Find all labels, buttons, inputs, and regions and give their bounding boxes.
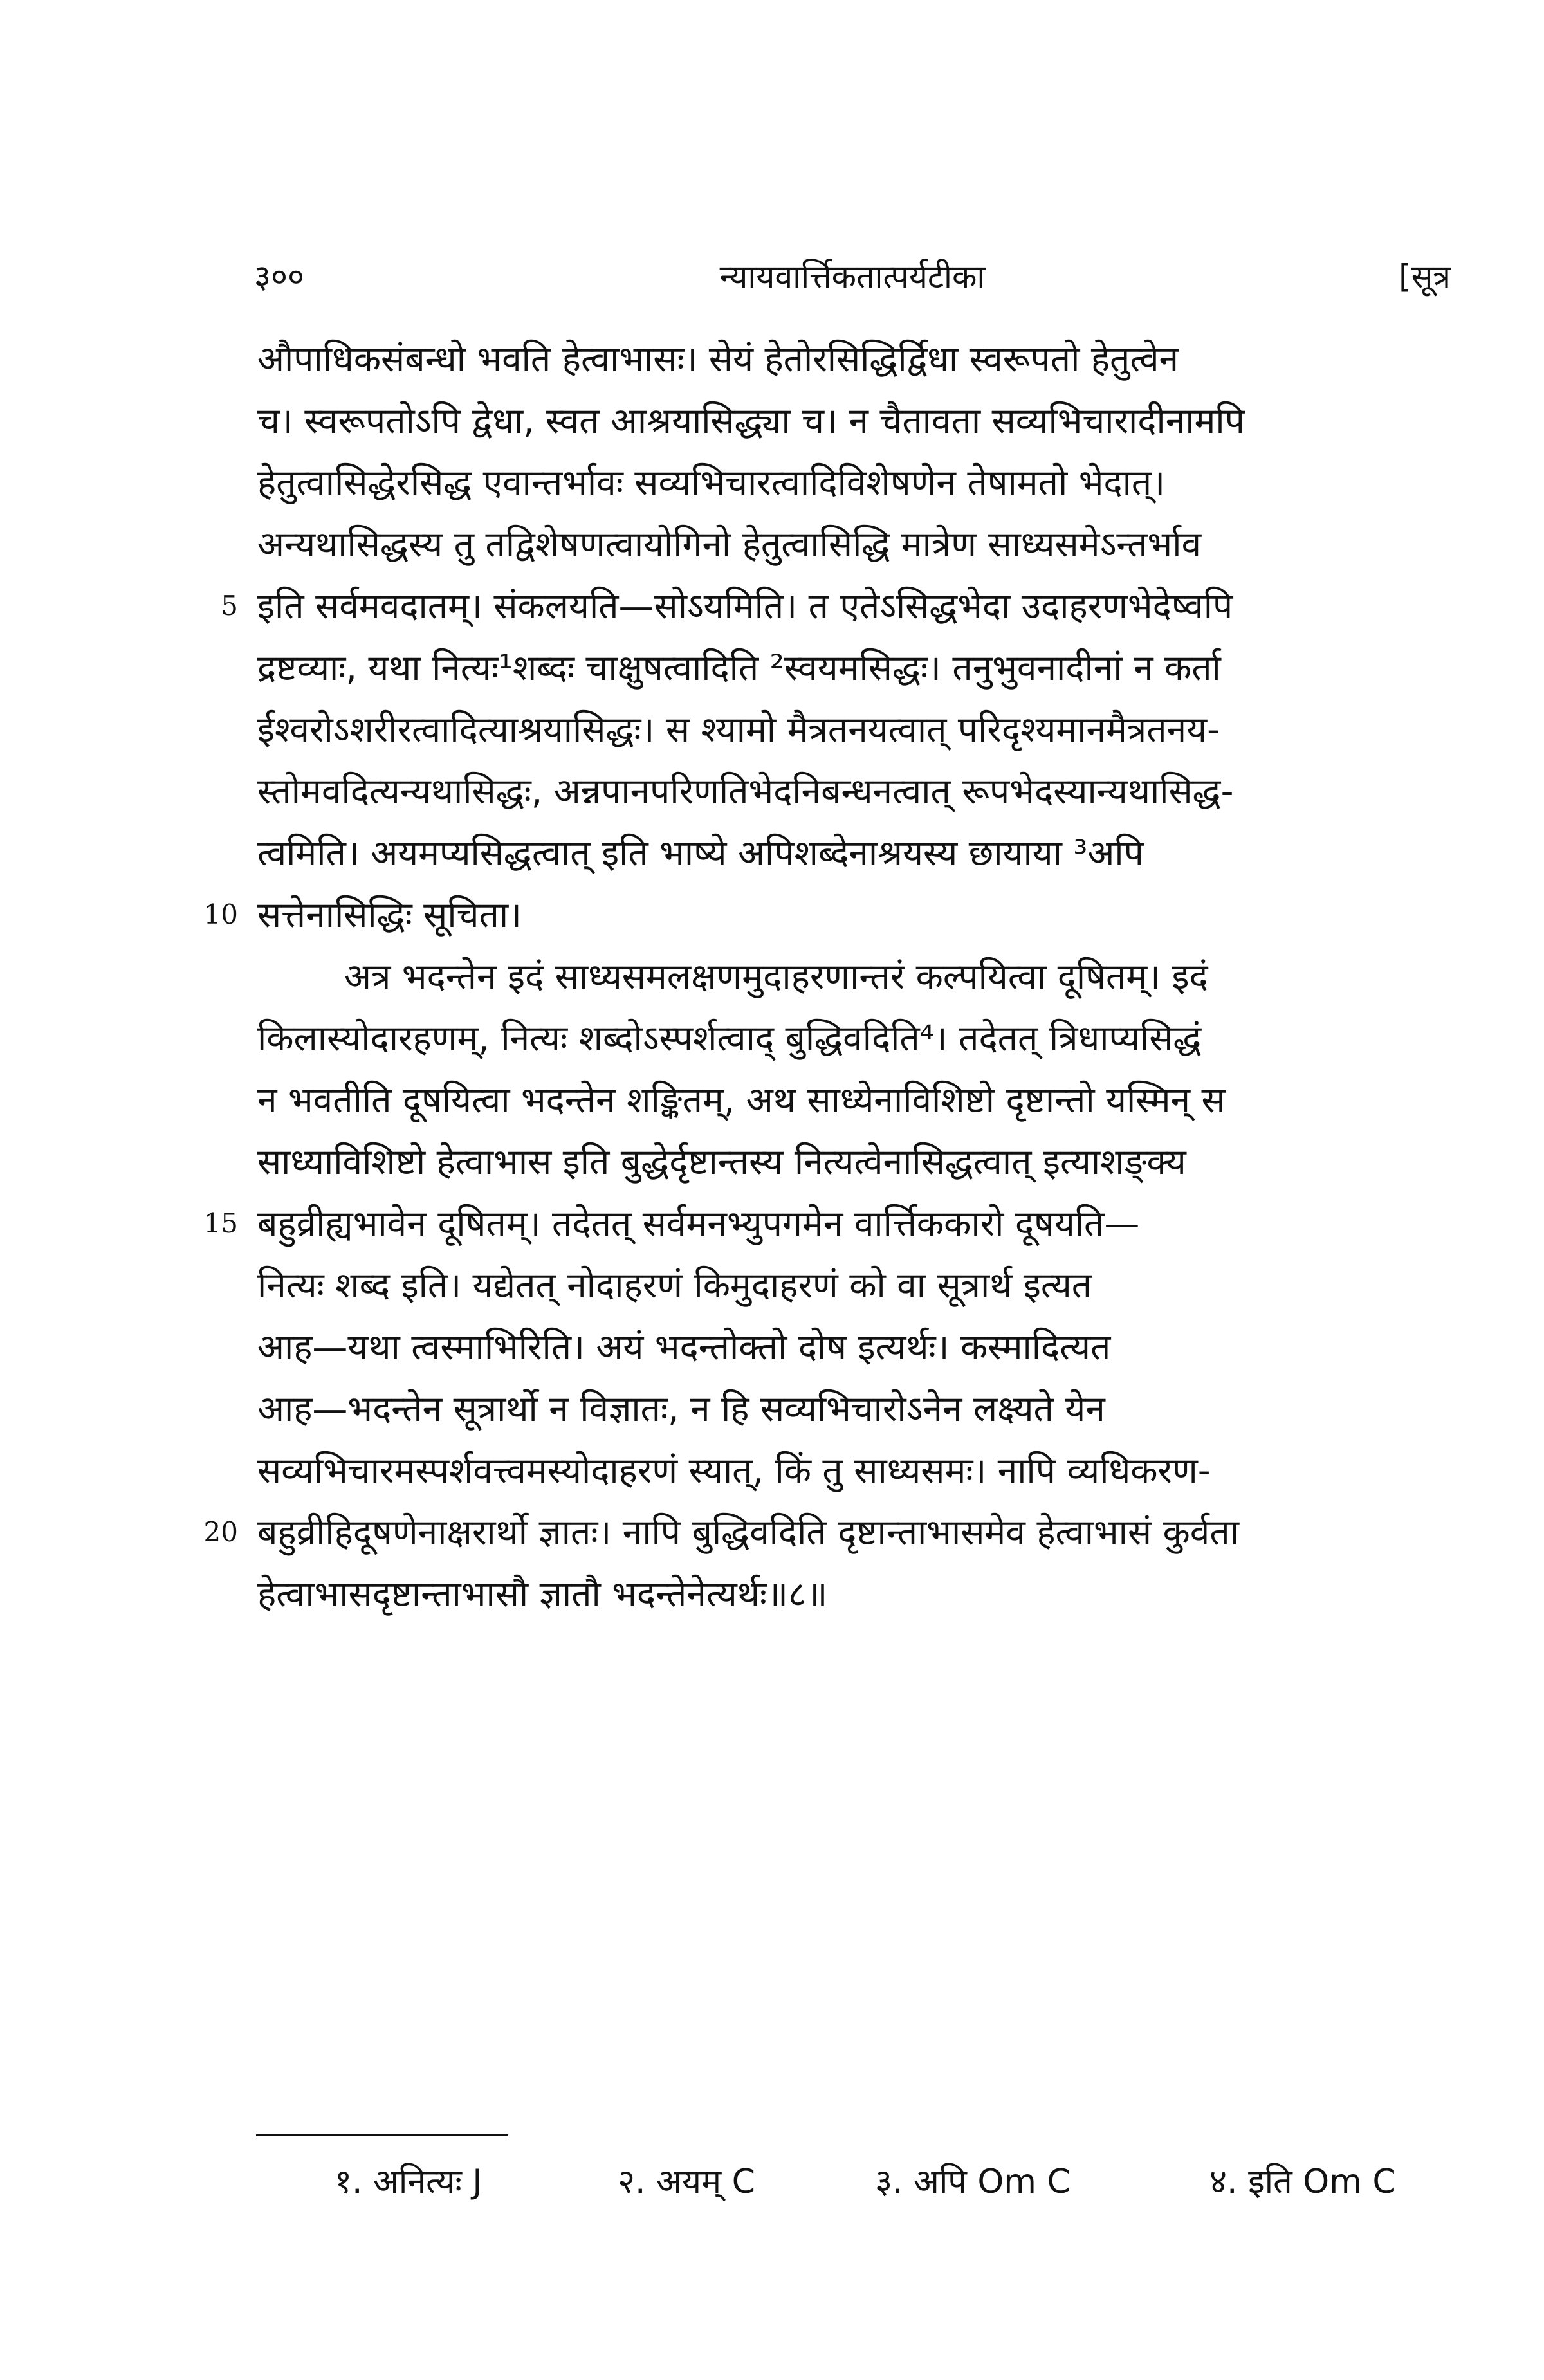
line-text: न भवतीति दूषयित्वा भदन्तेन शङ्कितम्, अथ साध्येनाविशिष्टो दृष्टान्तो यस्मिन् स bbox=[257, 1079, 1226, 1121]
text-line bbox=[257, 1131, 1448, 1193]
line-text: अत्र भदन्तेन इदं साध्यसमलक्षणमुदाहरणान्तरं कल्पयित्वा दूषितम्। इदं bbox=[344, 956, 1208, 997]
footnote-rule bbox=[256, 2134, 508, 2136]
line-text: हेतुत्वासिद्धेरसिद्ध एवान्तर्भावः सव्यभिचारत्वादिविशेषणेन तेषामतो भेदात्। bbox=[257, 462, 1166, 503]
line-text: इति सर्वमवदातम्। संकलयति—सोऽयमिति। त एतेऽसिद्धभेदा उदाहरणभेदेष्वपि bbox=[257, 585, 1233, 627]
commentary-text bbox=[203, 328, 1448, 1625]
running-header bbox=[254, 254, 1451, 312]
text-line bbox=[257, 1563, 1448, 1625]
line-text: हेत्वाभासदृष्टान्ताभासौ ज्ञातौ भदन्तेनेत्यर्थः॥८॥ bbox=[257, 1573, 828, 1615]
line-text: किलास्योदारहणम्, नित्यः शब्दोऽस्पर्शत्वाद् बुद्धिवदिति⁴। तदेतत् त्रिधाप्यसिद्धं bbox=[257, 1018, 1202, 1059]
page-number: ३०० bbox=[254, 258, 304, 295]
text-line bbox=[257, 699, 1448, 760]
line-text: च। स्वरूपतोऽपि द्वेधा, स्वत आश्रयासिद्ध्या च। न चैतावता सव्यभिचारादीनामपि bbox=[257, 400, 1245, 441]
line-text: आह—यथा त्वस्माभिरिति। अयं भदन्तोक्तो दोष इत्यर्थः। कस्मादित्यत bbox=[257, 1326, 1111, 1368]
line-text: ईश्वरोऽशरीरत्वादित्याश्रयासिद्धः। स श्यामो मैत्रतनयत्वात् परिदृश्यमानमैत्रतनय- bbox=[257, 709, 1220, 750]
running-title: न्यायवार्त्तिकतात्पर्यटीका bbox=[719, 258, 986, 295]
line-text: द्रष्टव्याः, यथा नित्यः¹शब्दः चाक्षुषत्वादिति ²स्वयमसिद्धः। तनुभुवनादीनां न कर्ता bbox=[257, 647, 1221, 688]
footnotes bbox=[335, 2156, 1467, 2214]
section-marker: [सूत्र bbox=[1399, 258, 1451, 295]
text-line bbox=[257, 822, 1448, 884]
line-text: सत्तेनासिद्धिः सूचिता। bbox=[257, 894, 522, 935]
line-text: सव्यभिचारमस्पर्शवत्त्वमस्योदाहरणं स्यात्, किं तु साध्यसमः। नापि व्यधिकरण- bbox=[257, 1450, 1211, 1491]
text-line bbox=[257, 452, 1448, 513]
text-line bbox=[203, 884, 1448, 946]
text-line bbox=[257, 328, 1448, 390]
footnote: ४. इति Om C bbox=[1209, 2163, 1396, 2201]
line-text: अन्यथासिद्धस्य तु तद्विशेषणत्वायोगिनो हेतुत्वासिद्धि मात्रेण साध्यसमेऽन्तर्भाव bbox=[257, 524, 1202, 565]
text-line bbox=[257, 390, 1448, 452]
text-line bbox=[257, 513, 1448, 575]
line-text: बहुव्रीहिदूषणेनाक्षरार्थो ज्ञातः। नापि बुद्धिवदिति दृष्टान्ताभासमेव हेत्वाभासं कुर्वता bbox=[257, 1512, 1239, 1553]
line-text: औपाधिकसंबन्धो भवति हेत्वाभासः। सेयं हेतोरसिद्धिर्द्विधा स्वरूपतो हेतुत्वेन bbox=[257, 338, 1179, 380]
text-line bbox=[257, 637, 1448, 699]
text-line bbox=[203, 1501, 1448, 1563]
footnote: ३. अपि Om C bbox=[875, 2163, 1071, 2201]
line-text: साध्याविशिष्टो हेत्वाभास इति बुद्धेर्दृष्टान्तस्य नित्यत्वेनासिद्धत्वात् इत्याशङ्क्य bbox=[257, 1141, 1186, 1182]
line-text: आह—भदन्तेन सूत्रार्थो न विज्ञातः, न हि सव्यभिचारोऽनेन लक्ष्यते येन bbox=[257, 1388, 1105, 1429]
line-number: 15 bbox=[203, 1207, 238, 1239]
text-line bbox=[257, 1378, 1448, 1440]
footnote: २. अयम् C bbox=[618, 2163, 755, 2201]
line-text: बहुव्रीह्यभावेन दूषितम्। तदेतत् सर्वमनभ्युपगमेन वार्त्तिककारो दूषयति— bbox=[257, 1203, 1140, 1244]
line-text: नित्यः शब्द इति। यद्येतत् नोदाहरणं किमुदाहरणं को वा सूत्रार्थ इत्यत bbox=[257, 1265, 1092, 1306]
text-line bbox=[221, 575, 1448, 637]
footnote: १. अनित्यः J bbox=[335, 2163, 482, 2201]
text-line bbox=[257, 1440, 1448, 1501]
text-line bbox=[257, 1316, 1448, 1378]
text-line bbox=[257, 946, 1448, 1007]
line-number: 10 bbox=[203, 899, 238, 930]
text-line bbox=[257, 1007, 1448, 1069]
text-line bbox=[257, 1069, 1448, 1131]
text-line bbox=[257, 760, 1448, 822]
line-text: त्वमिति। अयमप्यसिद्धत्वात् इति भाष्ये अपिशब्देनाश्रयस्य छायाया ³अपि bbox=[257, 832, 1144, 874]
text-line bbox=[257, 1254, 1448, 1316]
text-line bbox=[203, 1193, 1448, 1254]
line-number: 5 bbox=[221, 590, 238, 621]
line-text: स्तोमवदित्यन्यथासिद्धः, अन्नपानपरिणतिभेदनिबन्धनत्वात् रूपभेदस्यान्यथासिद्ध- bbox=[257, 771, 1234, 812]
line-number: 20 bbox=[203, 1516, 238, 1548]
